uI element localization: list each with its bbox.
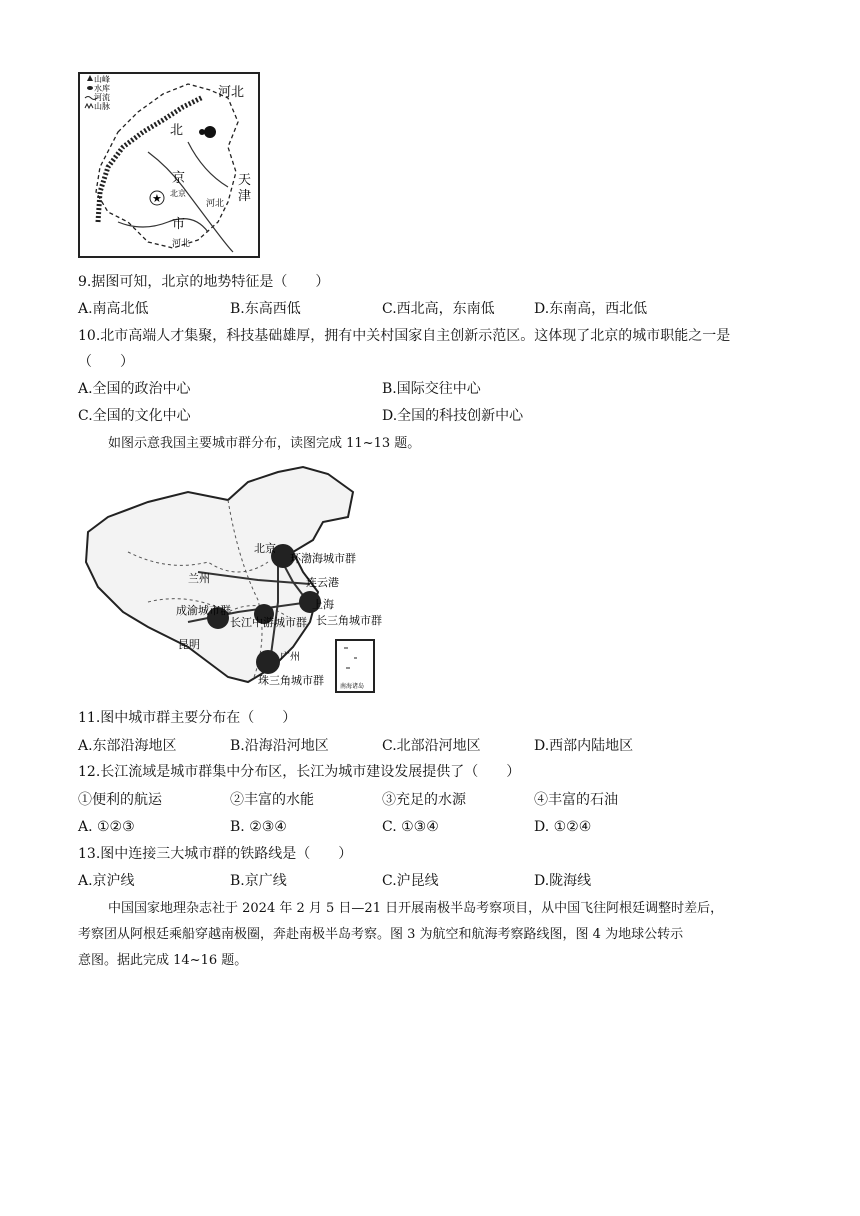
capital-star-icon: ★ bbox=[152, 192, 162, 205]
label-jingjinji: 环渤海城市群 bbox=[290, 552, 356, 565]
label-jin: 津 bbox=[238, 189, 252, 204]
q12-item-3: ③充足的水源 bbox=[382, 792, 466, 808]
q11-option-c: C.北部沿河地区 bbox=[382, 738, 481, 754]
label-hebei-bottom: 河北 bbox=[172, 239, 191, 249]
q13-stem: 13.图中连接三大城市群的铁路线是（ ） bbox=[78, 846, 353, 862]
q12-option-c: C. ①③④ bbox=[382, 819, 439, 835]
q10-option-d: D.全国的科技创新中心 bbox=[382, 408, 524, 424]
label-lanzhou: 兰州 bbox=[188, 572, 210, 585]
q13-option-a: A.京沪线 bbox=[78, 873, 135, 889]
q12-option-d: D. ①②④ bbox=[534, 819, 592, 835]
label-lianyungang: 连云港 bbox=[306, 576, 339, 589]
q13-option-d: D.陇海线 bbox=[534, 873, 592, 889]
q10-option-b: B.国际交往中心 bbox=[382, 381, 481, 397]
reservoir-icon bbox=[204, 126, 216, 138]
q9-option-c: C.西北高，东南低 bbox=[382, 301, 495, 317]
label-changjiang-mid: 长江中游城市群 bbox=[230, 616, 307, 629]
intro-14-16-line3: 意图。据此完成 14~16 题。 bbox=[78, 953, 248, 968]
q13-option-c: C.沪昆线 bbox=[382, 873, 439, 889]
label-bei: 北 bbox=[170, 123, 184, 138]
label-changsanjiao: 长三角城市群 bbox=[316, 614, 382, 627]
label-chengyu: 成渝城市群 bbox=[176, 604, 231, 617]
label-guangzhou: 广州 bbox=[280, 652, 300, 663]
q12-item-1: ①便利的航运 bbox=[78, 792, 162, 808]
q9-stem: 9.据图可知，北京的地势特征是（ ） bbox=[78, 274, 330, 290]
label-beijing: 北京 bbox=[254, 542, 276, 555]
label-zhusanjiao: 珠三角城市群 bbox=[258, 674, 324, 687]
label-beijing: 北京 bbox=[170, 189, 186, 198]
legend-river: 河流 bbox=[94, 93, 110, 102]
label-shanghai: 上海 bbox=[312, 598, 334, 611]
legend-peak: 山峰 bbox=[94, 75, 110, 84]
q13-option-b: B.京广线 bbox=[230, 873, 287, 889]
q10-option-a: A.全国的政治中心 bbox=[78, 381, 191, 397]
q12-option-a: A. ①②③ bbox=[78, 819, 135, 835]
q10-option-c: C.全国的文化中心 bbox=[78, 408, 191, 424]
legend-reservoir: 水库 bbox=[94, 84, 110, 93]
beijing-terrain-map bbox=[78, 72, 260, 258]
q11-stem: 11.图中城市群主要分布在（ ） bbox=[78, 710, 297, 726]
legend-mountain: 山脉 bbox=[94, 102, 110, 111]
q12-stem: 12.长江流域是城市群集中分布区，长江为城市建设发展提供了（ ） bbox=[78, 764, 521, 780]
china-city-cluster-map bbox=[78, 462, 394, 698]
cluster-pearl-delta bbox=[256, 650, 280, 674]
intro-11-13: 如图示意我国主要城市群分布，读图完成 11~13 题。 bbox=[108, 436, 421, 451]
q11-option-b: B.沿海沿河地区 bbox=[230, 738, 329, 754]
q11-option-a: A.东部沿海地区 bbox=[78, 738, 177, 754]
intro-14-16-line2: 考察团从阿根廷乘船穿越南极圈，奔赴南极半岛考察。图 3 为航空和航海考察路线图，图 4 为地球公转示 bbox=[78, 927, 684, 942]
label-kunming: 昆明 bbox=[178, 638, 200, 651]
label-jing: 京 bbox=[172, 171, 186, 186]
q10-stem-line1: 10.北市高端人才集聚，科技基础雄厚，拥有中关村国家自主创新示范区。这体现了北京的城市职能之一是 bbox=[78, 328, 731, 344]
q9-option-d: D.东南高，西北低 bbox=[534, 301, 648, 317]
q12-item-2: ②丰富的水能 bbox=[230, 792, 314, 808]
label-hebei-top: 河北 bbox=[218, 85, 245, 100]
intro-14-16-line1: 中国国家地理杂志社于 2024 年 2 月 5 日—21 日开展南极半岛考察项目，从中国飞往阿根廷调整时差后， bbox=[108, 901, 724, 916]
q12-item-4: ④丰富的石油 bbox=[534, 792, 618, 808]
label-tian: 天 bbox=[238, 173, 252, 188]
label-shi: 市 bbox=[172, 217, 186, 232]
label-hebei-mid: 河北 bbox=[206, 199, 225, 209]
q9-option-b: B.东高西低 bbox=[230, 301, 301, 317]
label-inset: 南海诸岛 bbox=[340, 683, 365, 690]
q12-option-b: B. ②③④ bbox=[230, 819, 287, 835]
q11-option-d: D.西部内陆地区 bbox=[534, 738, 634, 754]
q9-option-a: A.南高北低 bbox=[78, 301, 149, 317]
q10-stem-line2: （ ） bbox=[78, 354, 134, 370]
